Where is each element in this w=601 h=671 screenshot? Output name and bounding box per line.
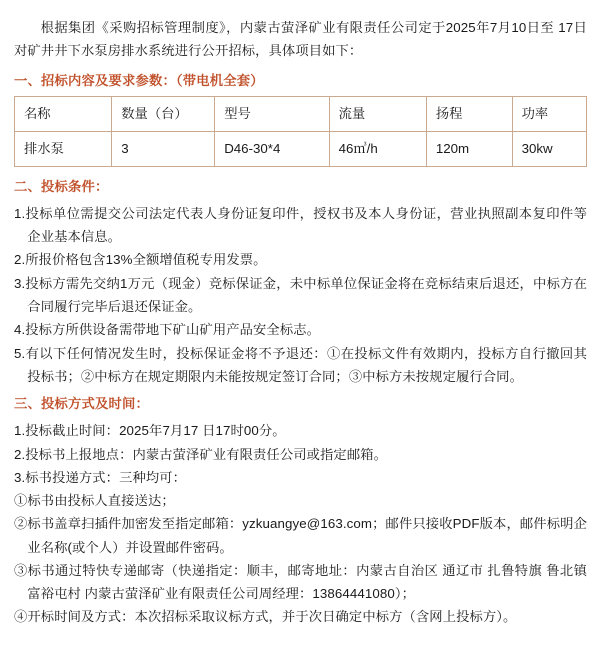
bid-method-item: ③标书通过特快专递邮寄（快递指定：顺丰，邮寄地址：内蒙古自治区 通辽市 扎鲁特旗 鲁北镇 富裕屯村 内蒙古萤泽矿业有限责任公司周经理：13864441080）； xyxy=(14,562,587,602)
bid-condition-item: 3.投标方需先交纳1万元（现金）竞标保证金，未中标单位保证金将在竞标结束后退还，中标方在合同履行完毕后退还保证金。 xyxy=(14,275,587,314)
table-cell-head: 120m xyxy=(426,131,512,166)
table-header-cell-quantity: 数量（台） xyxy=(112,96,215,131)
section-heading-bid-method: 三、投标方式及时间： xyxy=(14,396,149,412)
table-cell-model: D46-30*4 xyxy=(215,131,329,166)
bid-condition-item: 5.有以下任何情况发生时，投标保证金将不予退还：①在投标文件有效期内，投标方自行撤回其投标书；②中标方在规定期限内未能按规定签订合同；③中标方未按规定履行合同。 xyxy=(14,345,587,384)
table-cell-quantity: 3 xyxy=(112,131,215,166)
bid-condition-item: 2.所报价格包含13%全额增值税专用发票。 xyxy=(14,252,267,268)
table-cell-power: 30kw xyxy=(512,131,586,166)
table-cell-name: 排水泵 xyxy=(15,131,112,166)
specification-table xyxy=(14,96,587,167)
table-header-cell-power: 功率 xyxy=(512,96,586,131)
table-header-cell-model: 型号 xyxy=(215,96,329,131)
bid-method-item: 3.标书投递方式：三种均可： xyxy=(14,469,187,485)
intro-paragraph: 根据集团《采购招标管理制度》，内蒙古萤泽矿业有限责任公司定于2025年7月10日至 17日对矿井井下水泵房排水系统进行公开招标，具体项目如下： xyxy=(14,20,587,59)
bid-method-item: 1.投标截止时间：2025年7月17 日17时00分。 xyxy=(14,423,286,439)
table-cell-flow: 46㎥/h xyxy=(329,131,426,166)
bid-method-item: ②标书盖章扫插件加密发至指定邮箱：yzkuangye@163.com；邮件只接收PDF版本，邮件标明企业名称(或个人）并设置邮件密码。 xyxy=(14,516,587,555)
table-header-cell-flow: 流量 xyxy=(329,96,426,131)
table-header-cell-name: 名称 xyxy=(15,96,112,131)
bid-method-item: ④开标时间及方式：本次招标采取议标方式，并于次日确定中标方（含网上投标方）。 xyxy=(14,609,517,625)
table-header-row xyxy=(15,96,587,131)
bid-method-item: 2.投标书上报地点：内蒙古萤泽矿业有限责任公司或指定邮箱。 xyxy=(14,446,388,462)
bid-condition-item: 4.投标方所供设备需带地下矿山矿用产品安全标志。 xyxy=(14,322,321,338)
table-header-cell-head: 扬程 xyxy=(426,96,512,131)
section-heading-bid-content: 一、招标内容及要求参数：（带电机全套） xyxy=(14,72,264,88)
table-row xyxy=(15,131,587,166)
section-heading-bid-conditions: 二、投标条件： xyxy=(14,178,109,194)
bid-method-item: ①标书由投标人直接送达； xyxy=(14,493,175,509)
bid-condition-item: 1.投标单位需提交公司法定代表人身份证复印件，授权书及本人身份证，营业执照副本复印件等企业基本信息。 xyxy=(14,205,587,245)
